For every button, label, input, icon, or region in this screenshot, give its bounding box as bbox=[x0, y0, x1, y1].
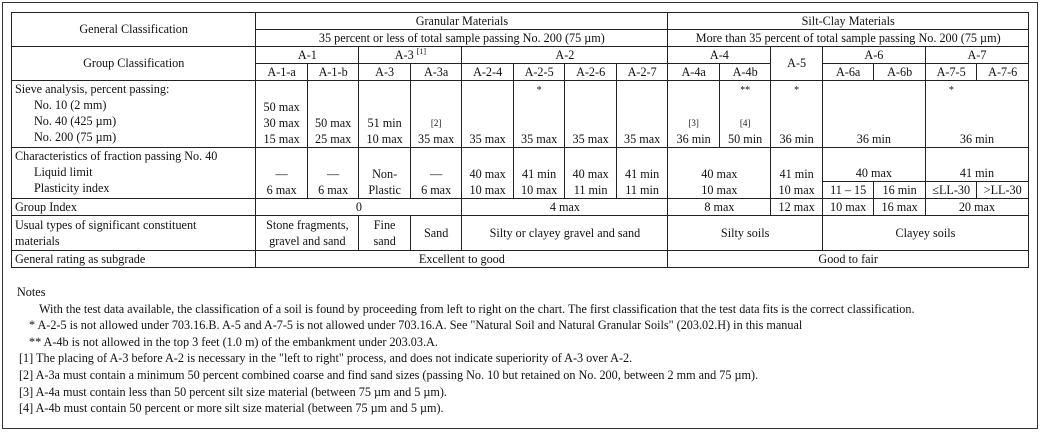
sieve-a7 bbox=[925, 81, 1028, 148]
ll-a26: 40 max bbox=[572, 167, 609, 181]
pi-a6b: 16 min bbox=[874, 182, 925, 199]
a3-no40: 51 min bbox=[367, 116, 402, 130]
char-a5 bbox=[771, 148, 823, 199]
subgroup-a24: A-2-4 bbox=[462, 64, 514, 81]
sieve-no40-label: No. 40 (425 µm) bbox=[34, 114, 117, 128]
sieve-a4a bbox=[668, 81, 720, 148]
sieve-a3 bbox=[359, 81, 411, 148]
constituents-clayey: Clayey soils bbox=[822, 216, 1028, 251]
sieve-no10-label: No. 10 (2 mm) bbox=[34, 98, 107, 112]
char-a1a bbox=[256, 148, 308, 199]
sieve-a1b bbox=[307, 81, 359, 148]
pi-a3a: 6 max bbox=[421, 183, 452, 197]
a24-no200: 35 max bbox=[469, 132, 506, 146]
silt-clay-description: More than 35 percent of total sample passing No. 200 (75 µm) bbox=[668, 30, 1029, 47]
subgroup-a3a: A-3a bbox=[410, 64, 462, 81]
characteristics-label-cell bbox=[12, 148, 256, 199]
sieve-title: Sieve analysis, percent passing: bbox=[15, 82, 170, 96]
char-a27 bbox=[616, 148, 668, 199]
subgroup-a1a: A-1-a bbox=[256, 64, 308, 81]
sieve-a26 bbox=[565, 81, 617, 148]
constituents-a3a: Sand bbox=[410, 216, 462, 251]
liquid-limit-label: Liquid limit bbox=[34, 165, 93, 179]
plasticity-index-label: Plasticity index bbox=[34, 181, 110, 195]
pi-a1a: 6 max bbox=[266, 183, 297, 197]
sieve-a4b bbox=[719, 81, 771, 148]
char-a25 bbox=[513, 148, 565, 199]
ll-a3: Non- bbox=[372, 167, 398, 181]
notes-double-star: ** A-4b is not allowed in the top 3 feet (1.0 m) of the embankment under 203.03.A. bbox=[29, 334, 438, 349]
soil-classification-table bbox=[11, 12, 1029, 268]
group-index-a5: 12 max bbox=[771, 199, 823, 216]
star-mark-a75: * bbox=[948, 85, 954, 96]
constituents-row bbox=[12, 216, 1029, 251]
a1a-no40: 30 max bbox=[263, 116, 300, 130]
star-mark-a25: * bbox=[536, 85, 542, 96]
ll-a5: 41 min bbox=[779, 167, 814, 181]
pi-a3: Plastic bbox=[368, 183, 401, 197]
sieve-no200-label: No. 200 (75 µm) bbox=[34, 130, 117, 144]
char-a24 bbox=[462, 148, 514, 199]
group-a1: A-1 bbox=[256, 47, 359, 64]
pi-a6-split bbox=[823, 181, 925, 198]
notes-1: [1] The placing of A-3 before A-2 is necessary in the "left to right" process, and does not indicate superiority of A-3 over A-2. bbox=[19, 351, 633, 366]
group-row bbox=[12, 47, 1029, 64]
subgroup-a3: A-3 bbox=[359, 64, 411, 81]
constituents-a3-line1: Fine bbox=[373, 218, 396, 232]
subgroup-a1b: A-1-b bbox=[307, 64, 359, 81]
constituents-a1-line1: Stone fragments, bbox=[266, 218, 349, 232]
constituents-a3-line2: sand bbox=[373, 234, 396, 248]
constituents-label bbox=[12, 216, 256, 251]
ll-a7: 41 min bbox=[959, 166, 995, 180]
note-ref-2: [2] bbox=[430, 118, 442, 128]
granular-description: 35 percent or less of total sample passing No. 200 (75 µm) bbox=[256, 30, 668, 47]
ll-a3a: — bbox=[430, 167, 443, 181]
sieve-row bbox=[12, 81, 1029, 148]
pi-a25: 10 max bbox=[521, 183, 558, 197]
group-a5: A-5 bbox=[771, 47, 823, 81]
a4b-no200: 50 min bbox=[728, 132, 763, 146]
pi-a6a: 11 – 15 bbox=[823, 182, 874, 199]
char-a6 bbox=[822, 148, 925, 199]
pi-a4: 10 max bbox=[701, 183, 738, 197]
header-row-1 bbox=[12, 13, 1029, 30]
pi-a75: ≤LL-30 bbox=[926, 182, 977, 199]
a1b-no40: 50 max bbox=[315, 116, 352, 130]
sieve-a1a bbox=[256, 81, 308, 148]
group-classification-label: Group Classification bbox=[12, 47, 256, 81]
group-index-a7: 20 max bbox=[925, 199, 1028, 216]
ll-a4: 40 max bbox=[701, 167, 738, 181]
char-a3a bbox=[410, 148, 462, 199]
subgroup-a4b: A-4b bbox=[719, 64, 771, 81]
characteristics-row bbox=[12, 148, 1029, 199]
subgroup-a76: A-7-6 bbox=[977, 64, 1029, 81]
group-a3 bbox=[359, 47, 462, 64]
rating-granular: Excellent to good bbox=[256, 251, 668, 268]
ll-a24: 40 max bbox=[469, 167, 506, 181]
group-a6: A-6 bbox=[822, 47, 925, 64]
group-a3-text: A-3 bbox=[394, 47, 414, 62]
characteristics-title: Characteristics of fraction passing No. 40 bbox=[15, 149, 218, 163]
sieve-a25 bbox=[513, 81, 565, 148]
subgroup-a6b: A-6b bbox=[874, 64, 926, 81]
note-ref-4: [4] bbox=[739, 118, 751, 128]
sieve-a5 bbox=[771, 81, 823, 148]
char-a1b bbox=[307, 148, 359, 199]
granular-materials-label: Granular Materials bbox=[256, 13, 668, 30]
sieve-a24 bbox=[462, 81, 514, 148]
char-a4 bbox=[668, 148, 771, 199]
sieve-a27 bbox=[616, 81, 668, 148]
ll-a1b: — bbox=[327, 167, 340, 181]
a3a-no200: 35 max bbox=[418, 132, 455, 146]
notes-intro: With the test data available, the classification of a soil is found by proceeding from left to right on the chart. The first classification that the test data fits is the correct classification. bbox=[39, 301, 915, 316]
notes-section bbox=[17, 284, 1027, 417]
general-classification-label: General Classification bbox=[12, 13, 256, 47]
group-a2: A-2 bbox=[462, 47, 668, 64]
a26-no200: 35 max bbox=[572, 132, 609, 146]
group-a7: A-7 bbox=[925, 47, 1028, 64]
a5-no200: 36 min bbox=[779, 132, 814, 146]
pi-a7-split bbox=[926, 181, 1028, 198]
constituents-a1 bbox=[256, 216, 359, 251]
subgroup-a4a: A-4a bbox=[668, 64, 720, 81]
group-index-a6a: 10 max bbox=[822, 199, 874, 216]
char-a3 bbox=[359, 148, 411, 199]
pi-a24: 10 max bbox=[469, 183, 506, 197]
rating-label: General rating as subgrade bbox=[12, 251, 256, 268]
subgroup-a6a: A-6a bbox=[822, 64, 874, 81]
group-index-a4: 8 max bbox=[668, 199, 771, 216]
a1a-no200: 15 max bbox=[263, 132, 300, 146]
rating-silt-clay: Good to fair bbox=[668, 251, 1029, 268]
subgroup-a26: A-2-6 bbox=[565, 64, 617, 81]
subgroup-a27: A-2-7 bbox=[616, 64, 668, 81]
pi-a76: >LL-30 bbox=[977, 182, 1028, 199]
a3-no200: 10 max bbox=[366, 132, 403, 146]
a7-no200: 36 min bbox=[959, 132, 995, 146]
ll-a6: 40 max bbox=[855, 166, 892, 180]
rating-row bbox=[12, 251, 1029, 268]
group-index-zero: 0 bbox=[256, 199, 462, 216]
sieve-label-cell bbox=[12, 81, 256, 148]
notes-2: [2] A-3a must contain a minimum 50 percent combined coarse and find sand sizes (passing No. 10 but retained on No. 200, between 2 mm and 75 µm). bbox=[19, 367, 759, 382]
constituents-label-line2: materials bbox=[15, 234, 60, 248]
note-ref-1: [1] bbox=[416, 46, 427, 56]
double-star-mark-a4b: ** bbox=[740, 85, 751, 96]
sieve-a6 bbox=[822, 81, 925, 148]
ll-a1a: — bbox=[275, 167, 288, 181]
a6-no200: 36 min bbox=[856, 132, 891, 146]
ll-a27: 41 min bbox=[625, 167, 660, 181]
constituents-a3 bbox=[359, 216, 411, 251]
pi-a5: 10 max bbox=[778, 183, 815, 197]
char-a7 bbox=[925, 148, 1028, 199]
constituents-label-line1: Usual types of significant constituent bbox=[15, 218, 197, 232]
subgroup-a25: A-2-5 bbox=[513, 64, 565, 81]
sieve-a3a bbox=[410, 81, 462, 148]
ll-a25: 41 min bbox=[522, 167, 557, 181]
subgroup-a75: A-7-5 bbox=[925, 64, 977, 81]
a25-no200: 35 max bbox=[521, 132, 558, 146]
a1b-no200: 25 max bbox=[315, 132, 352, 146]
notes-4: [4] A-4b must contain 50 percent or more silt size material (between 75 µm and 5 µm). bbox=[19, 401, 444, 416]
note-ref-3: [3] bbox=[688, 118, 699, 128]
group-index-a6b: 16 max bbox=[874, 199, 926, 216]
notes-title: Notes bbox=[17, 285, 46, 299]
silt-clay-materials-label: Silt-Clay Materials bbox=[668, 13, 1029, 30]
group-index-row bbox=[12, 199, 1029, 216]
constituents-a1-line2: gravel and sand bbox=[269, 234, 346, 248]
a27-no200: 35 max bbox=[624, 132, 661, 146]
a1a-no10: 50 max bbox=[263, 100, 300, 114]
notes-3: [3] A-4a must contain less than 50 percent silt size material (between 75 µm and 5 µm). bbox=[19, 384, 447, 399]
group-a4: A-4 bbox=[668, 47, 771, 64]
pi-a26: 11 min bbox=[573, 183, 608, 197]
group-index-label: Group Index bbox=[12, 199, 256, 216]
pi-a1b: 6 max bbox=[318, 183, 349, 197]
group-index-a2: 4 max bbox=[462, 199, 668, 216]
a4a-no200: 36 min bbox=[676, 132, 711, 146]
star-mark-a5: * bbox=[794, 85, 800, 96]
constituents-a2: Silty or clayey gravel and sand bbox=[462, 216, 668, 251]
char-a26 bbox=[565, 148, 617, 199]
constituents-silty: Silty soils bbox=[668, 216, 823, 251]
notes-star: * A-2-5 is not allowed under 703.16.B. A-5 and A-7-5 is not allowed under 703.16.A. See "Natural Soil and Natural Granular Soils" (203.02.H) in this manual bbox=[29, 318, 803, 333]
pi-a27: 11 min bbox=[625, 183, 659, 197]
